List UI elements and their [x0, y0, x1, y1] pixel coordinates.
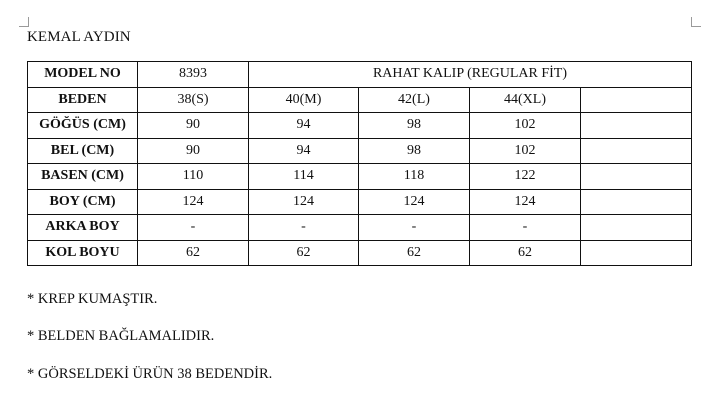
- model-number-cell: 8393: [138, 62, 249, 88]
- table-row-gogus: [28, 113, 692, 139]
- measure-cell: 114: [249, 164, 359, 190]
- measure-cell: 124: [470, 189, 581, 215]
- table-row-boy: [28, 189, 692, 215]
- page-corner-mark-left: [19, 17, 29, 27]
- measure-cell: [581, 164, 692, 190]
- note-model-size: * GÖRSELDEKİ ÜRÜN 38 BEDENDİR.: [27, 366, 273, 382]
- size-cell: 42(L): [359, 87, 470, 113]
- measure-cell: 122: [470, 164, 581, 190]
- measure-cell: -: [249, 215, 359, 241]
- table-row-model: [28, 62, 692, 88]
- row-header-basen: BASEN (CM): [28, 164, 138, 190]
- measure-cell: 62: [470, 240, 581, 266]
- measure-cell: [581, 240, 692, 266]
- row-header-gogus: GÖĞÜS (CM): [28, 113, 138, 139]
- measure-cell: 98: [359, 138, 470, 164]
- page-corner-mark-right: [691, 17, 701, 27]
- measure-cell: 62: [359, 240, 470, 266]
- measure-cell: -: [359, 215, 470, 241]
- measure-cell: 62: [249, 240, 359, 266]
- row-header-model-no: MODEL NO: [28, 62, 138, 88]
- measure-cell: 124: [138, 189, 249, 215]
- row-header-boy: BOY (CM): [28, 189, 138, 215]
- size-cell: 38(S): [138, 87, 249, 113]
- measure-cell: [581, 189, 692, 215]
- fit-type-cell: RAHAT KALIP (REGULAR FİT): [249, 62, 692, 88]
- note-waist-tie: * BELDEN BAĞLAMALIDIR.: [27, 328, 215, 344]
- document-title: KEMAL AYDIN: [27, 29, 131, 45]
- table-row-bel: [28, 138, 692, 164]
- size-cell: 40(M): [249, 87, 359, 113]
- measure-cell: 102: [470, 138, 581, 164]
- measure-cell: 94: [249, 113, 359, 139]
- size-cell: 44(XL): [470, 87, 581, 113]
- table-row-sizes: [28, 87, 692, 113]
- table-row-basen: [28, 164, 692, 190]
- measure-cell: [581, 113, 692, 139]
- size-cell: [581, 87, 692, 113]
- measure-cell: 90: [138, 138, 249, 164]
- table-row-kol-boyu: [28, 240, 692, 266]
- table-row-arka-boy: [28, 215, 692, 241]
- measure-cell: 102: [470, 113, 581, 139]
- measure-cell: [581, 138, 692, 164]
- measure-cell: 110: [138, 164, 249, 190]
- measure-cell: 94: [249, 138, 359, 164]
- row-header-arka-boy: ARKA BOY: [28, 215, 138, 241]
- row-header-beden: BEDEN: [28, 87, 138, 113]
- measure-cell: [581, 215, 692, 241]
- note-fabric: * KREP KUMAŞTIR.: [27, 291, 158, 307]
- measure-cell: 98: [359, 113, 470, 139]
- row-header-bel: BEL (CM): [28, 138, 138, 164]
- measure-cell: -: [138, 215, 249, 241]
- measure-cell: 124: [249, 189, 359, 215]
- measure-cell: 118: [359, 164, 470, 190]
- measure-cell: 62: [138, 240, 249, 266]
- measure-cell: -: [470, 215, 581, 241]
- measure-cell: 90: [138, 113, 249, 139]
- size-chart-table: [27, 61, 692, 266]
- row-header-kol-boyu: KOL BOYU: [28, 240, 138, 266]
- measure-cell: 124: [359, 189, 470, 215]
